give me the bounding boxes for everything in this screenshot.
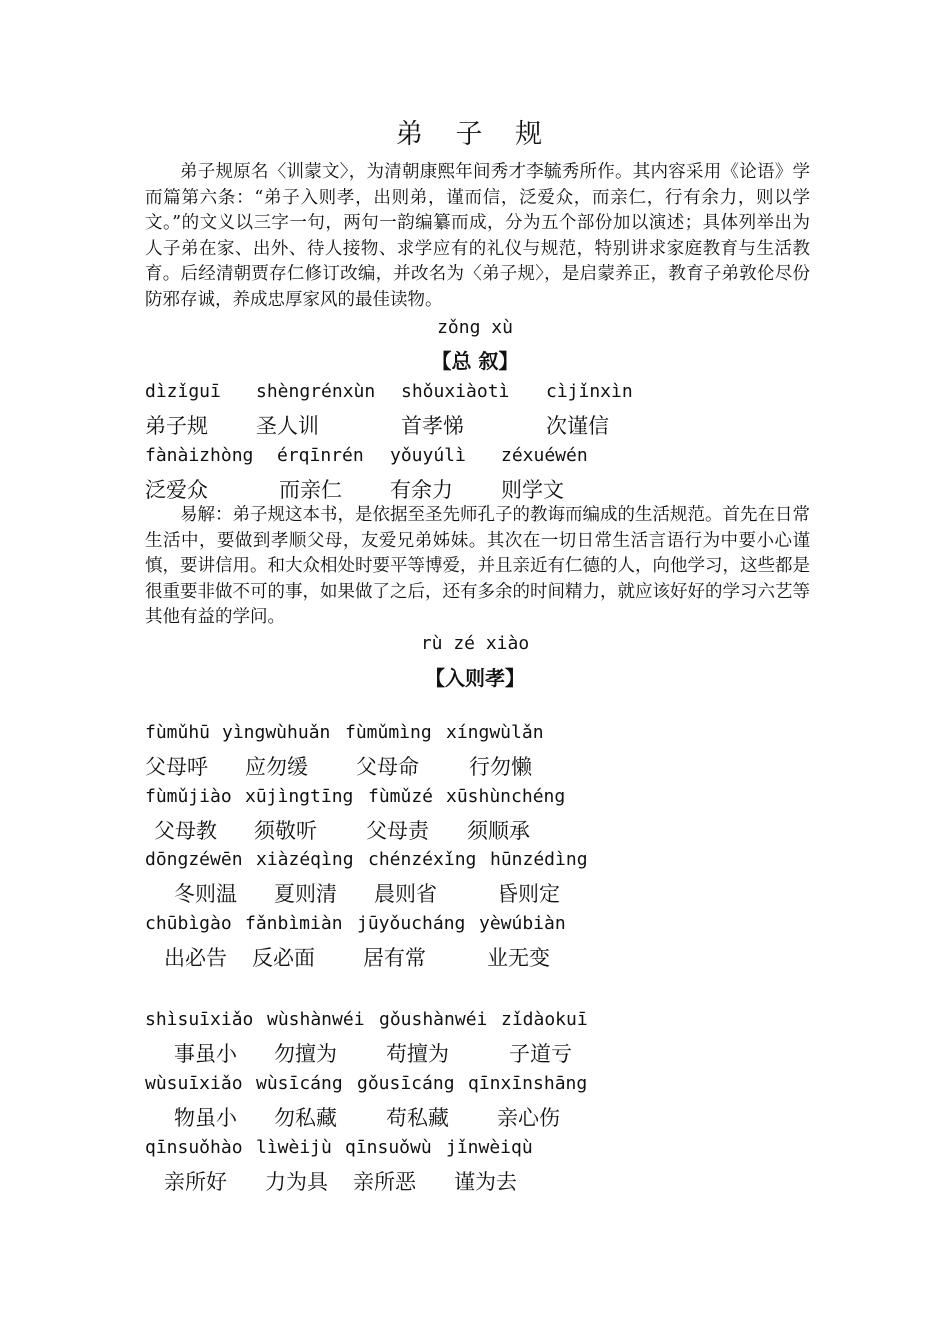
pinyin-phrase: qīnsuǒwù: [345, 1137, 432, 1158]
verse-hanzi-line: [0, 474, 950, 504]
pinyin-phrase: xiàzéqìng: [256, 849, 354, 870]
pinyin-phrase: yǒuyúlì: [390, 445, 466, 466]
verse-pinyin-line: [0, 849, 950, 879]
pinyin-phrase: cìjǐnxìn: [546, 381, 633, 402]
pinyin-phrase: fǎnbìmiàn: [245, 913, 343, 934]
hanzi-phrase: 事虽小: [174, 1042, 237, 1066]
pinyin-phrase: xūjìngtīng: [245, 786, 354, 807]
section1-pinyin: zǒng xù: [437, 317, 513, 338]
verse-pinyin-line: [0, 1137, 950, 1167]
hanzi-phrase: 父母责: [366, 819, 429, 843]
hanzi-phrase: 出必告: [164, 946, 227, 970]
section2-heading: 【入则孝】: [425, 666, 525, 690]
verse-pinyin-line: [0, 722, 950, 752]
pinyin-phrase: qīnxīnshāng: [468, 1073, 588, 1094]
pinyin-phrase: qīnsuǒhào: [145, 1137, 243, 1158]
hanzi-phrase: 应勿缓: [245, 755, 308, 779]
hanzi-phrase: 须敬听: [254, 819, 317, 843]
hanzi-phrase: 父母教: [154, 819, 217, 843]
hanzi-phrase: 须顺承: [467, 819, 530, 843]
hanzi-phrase: 次谨信: [546, 414, 609, 438]
pinyin-phrase: dōngzéwēn: [145, 849, 243, 870]
hanzi-phrase: 有余力: [390, 478, 453, 502]
verse-hanzi-line: [0, 878, 950, 908]
hanzi-phrase: 苟擅为: [386, 1042, 449, 1066]
hanzi-phrase: 夏则清: [274, 882, 337, 906]
intro-text: 弟子规原名〈训蒙文〉，为清朝康熙年间秀才李毓秀所作。其内容采用《论语》学而篇第六条：“弟子入则孝，出则弟，谨而信，泛爱众，而亲仁，行有余力，则以学文。”的文义以三字一句，两句一韵编纂而成，分为五个部份加以演述；具体列举出为人子弟在家、出外、待人接物、求学应有的礼仪与规范，特别讲求家庭教育与生活教育。后经清朝贾存仁修订改编，并改名为〈弟子规〉，是启蒙养正，教育子弟敦伦尽份防邪存诚，养成忠厚家风的最佳读物。: [145, 162, 810, 310]
pinyin-phrase: hūnzédìng: [490, 849, 588, 870]
pinyin-phrase: wùsuīxiǎo: [145, 1073, 243, 1094]
pinyin-phrase: fànàizhòng: [145, 445, 254, 466]
pinyin-phrase: fùmǔhū: [145, 722, 211, 743]
pinyin-phrase: xíngwùlǎn: [446, 722, 544, 743]
hanzi-phrase: 亲所恶: [353, 1170, 416, 1194]
pinyin-phrase: érqīnrén: [277, 445, 364, 466]
hanzi-phrase: 父母呼: [145, 755, 208, 779]
hanzi-phrase: 亲所好: [164, 1170, 227, 1194]
pinyin-phrase: jǐnwèiqù: [446, 1137, 533, 1158]
hanzi-phrase: 勿私藏: [274, 1106, 337, 1130]
verse-hanzi-line: [0, 1102, 950, 1132]
hanzi-phrase: 子道亏: [509, 1042, 572, 1066]
pinyin-phrase: shèngrénxùn: [256, 381, 376, 402]
verse-pinyin-line: [0, 445, 950, 475]
hanzi-phrase: 则学文: [501, 478, 564, 502]
verse-pinyin-line: [0, 381, 950, 411]
pinyin-phrase: jūyǒucháng: [357, 913, 466, 934]
hanzi-phrase: 晨则省: [374, 882, 437, 906]
verse-hanzi-line: [0, 942, 950, 972]
pinyin-phrase: yìngwùhuǎn: [222, 722, 331, 743]
verse-pinyin-line: [0, 1073, 950, 1103]
pinyin-phrase: yèwúbiàn: [479, 913, 566, 934]
section1-heading: 【总 叙】: [431, 349, 519, 373]
verse-hanzi-line: [0, 410, 950, 440]
hanzi-phrase: 苟私藏: [386, 1106, 449, 1130]
verse-hanzi-line: [0, 815, 950, 845]
verse-hanzi-line: [0, 1166, 950, 1196]
verse-pinyin-line: [0, 786, 950, 816]
hanzi-phrase: 圣人训: [256, 414, 319, 438]
hanzi-phrase: 居有常: [363, 946, 426, 970]
hanzi-phrase: 谨为去: [454, 1170, 517, 1194]
pinyin-phrase: wùshànwéi: [267, 1009, 365, 1030]
document-title: 弟 子 规: [395, 119, 555, 150]
hanzi-phrase: 反必面: [252, 946, 315, 970]
pinyin-phrase: wùsīcáng: [256, 1073, 343, 1094]
verse-hanzi-line: [0, 751, 950, 781]
pinyin-phrase: xūshùnchéng: [446, 786, 566, 807]
explanation-paragraph: [145, 503, 810, 631]
hanzi-phrase: 亲心伤: [497, 1106, 560, 1130]
pinyin-phrase: zéxuéwén: [501, 445, 588, 466]
hanzi-phrase: 业无变: [487, 946, 550, 970]
hanzi-phrase: 行勿懒: [469, 755, 532, 779]
explanation-text: 易解：弟子规这本书，是依据至圣先师孔子的教诲而编成的生活规范。首先在日常生活中，要做到孝顺父母，友爱兄弟姊妹。其次在一切日常生活言语行为中要小心谨慎，要讲信用。和大众相处时要平等博爱，并且亲近有仁德的人，向他学习，这些都是很重要非做不可的事，如果做了之后，还有多余的时间精力，就应该好好的学习六艺等其他有益的学问。: [145, 505, 810, 627]
verse-pinyin-line: [0, 1009, 950, 1039]
pinyin-phrase: gǒusīcáng: [357, 1073, 455, 1094]
intro-paragraph: [145, 160, 810, 313]
pinyin-phrase: fùmǔzé: [368, 786, 434, 807]
hanzi-phrase: 物虽小: [174, 1106, 237, 1130]
pinyin-phrase: chūbìgào: [145, 913, 232, 934]
hanzi-phrase: 首孝悌: [401, 414, 464, 438]
hanzi-phrase: 勿擅为: [274, 1042, 337, 1066]
pinyin-phrase: chénzéxǐng: [368, 849, 477, 870]
pinyin-phrase: fùmǔjiào: [145, 786, 232, 807]
pinyin-phrase: shǒuxiàotì: [401, 381, 510, 402]
verse-hanzi-line: [0, 1038, 950, 1068]
hanzi-phrase: 父母命: [356, 755, 419, 779]
hanzi-phrase: 力为具: [265, 1170, 328, 1194]
hanzi-phrase: 弟子规: [145, 414, 208, 438]
verse-pinyin-line: [0, 913, 950, 943]
pinyin-phrase: fùmǔmìng: [345, 722, 432, 743]
section2-pinyin: rù zé xiào: [420, 633, 530, 654]
hanzi-phrase: 而亲仁: [279, 478, 342, 502]
pinyin-phrase: shìsuīxiǎo: [145, 1009, 254, 1030]
hanzi-phrase: 冬则温: [174, 882, 237, 906]
pinyin-phrase: dìzǐguī: [145, 381, 221, 402]
pinyin-phrase: lìwèijù: [256, 1137, 332, 1158]
pinyin-phrase: zǐdàokuī: [501, 1009, 588, 1030]
hanzi-phrase: 泛爱众: [145, 478, 208, 502]
hanzi-phrase: 昏则定: [497, 882, 560, 906]
pinyin-phrase: gǒushànwéi: [379, 1009, 488, 1030]
